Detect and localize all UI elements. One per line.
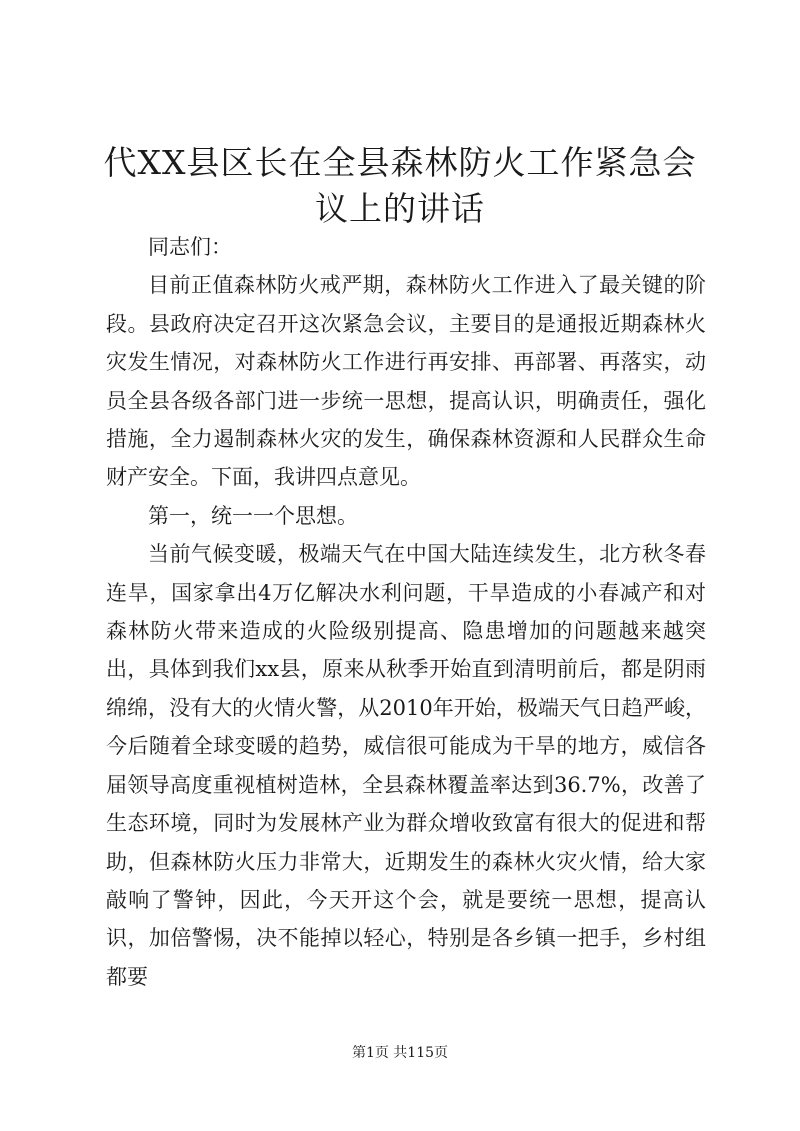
salutation-paragraph: 同志们： (148, 235, 232, 259)
body-paragraph: 当前气候变暖，极端天气在中国大陆连续发生，北方秋冬春连旱，国家拿出4万亿解决水利问题，干旱造成的小春减产和对森林防火带来造成的火险级别提高、隐患增加的问题越来越突出，具体到我们xx县，原来从秋季开始直到清明前后，都是阴雨绵绵，没有大的火情火警，从2010年开始，极端天气日趋严峻，今后随着全球变暖的趋势，威信很可能成为干旱的地方，威信各届领导高度重视植树造林，全县森林覆盖率达到36.7%，改善了生态环境，同时为发展林产业为群众增收致富有很大的促进和帮助，但森林防火压力非常大，近期发生的森林火灾火情，给大家敲响了警钟，因此，今天开这个会，就是要统一思想，提高认识，加倍警惕，决不能掉以轻心，特别是各乡镇一把手，乡村组都要 (106, 542, 706, 989)
document-body (106, 228, 706, 996)
page-footer: 第1页 共115页 (351, 1045, 449, 1061)
section-heading-paragraph: 第一，统一一个思想。 (148, 503, 358, 528)
intro-paragraph: 目前正值森林防火戒严期，森林防火工作进入了最关键的阶段。县政府决定召开这次紧急会议，主要目的是通报近期森林火灾发生情况，对森林防火工作进行再安排、再部署、再落实，动员全县各级各部门进一步统一思想，提高认识，明确责任，强化措施，全力遏制森林火灾的发生，确保森林资源和人民群众生命财产安全。下面，我讲四点意见。 (106, 273, 706, 490)
document-title: 代XX县区长在全县森林防火工作紧急会议上的讲话 (103, 143, 697, 228)
